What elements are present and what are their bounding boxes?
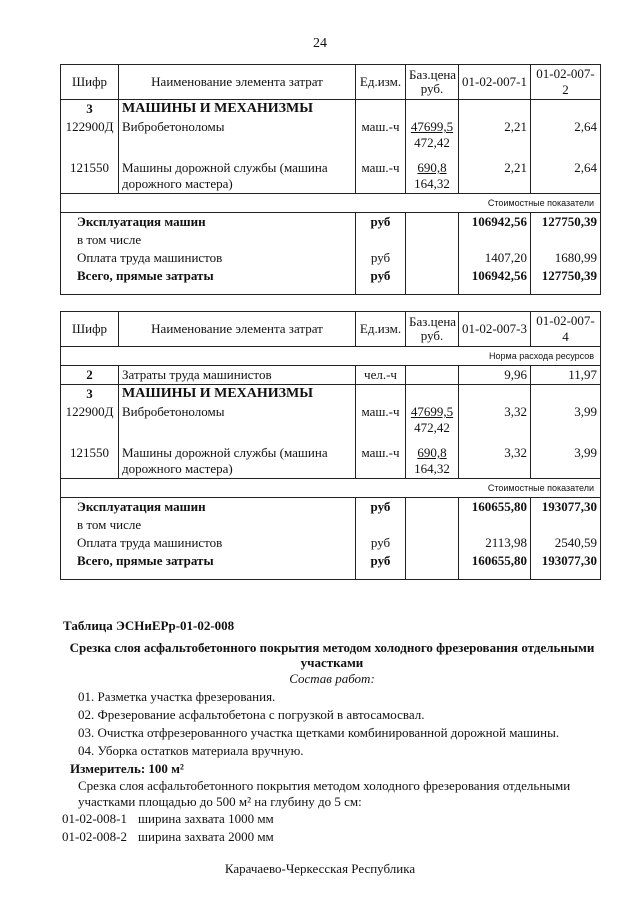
col-header-name: Наименование элемента затрат [119, 312, 356, 347]
table-row [61, 444, 601, 479]
wages-row [61, 249, 601, 267]
section-row [61, 385, 601, 404]
list-item: 01. Разметка участка фрезерования. [78, 689, 276, 704]
variant-list [62, 810, 274, 846]
total-row [61, 267, 601, 295]
table-row [61, 118, 601, 159]
col-header-unit: Ед.изм. [356, 312, 406, 347]
row-value-a: 2,21 [459, 118, 531, 159]
row-price [406, 118, 459, 159]
row-value-b: 2,64 [531, 118, 601, 159]
total-value-b: 193077,30 [531, 552, 601, 580]
price-top: 690,8 [417, 445, 447, 460]
total-value-a: 106942,56 [459, 267, 531, 295]
row-code: 121550 [61, 444, 119, 479]
row-code: 121550 [61, 159, 119, 194]
wages-label: Оплата труда машинистов [61, 249, 356, 267]
wages-label: Оплата труда машинистов [61, 534, 356, 552]
row-price [406, 444, 459, 479]
row-name: Машины дорожной службы (машина дорожного мастера) [119, 159, 356, 194]
labor-name: Затраты труда машинистов [119, 366, 356, 385]
variant-code: 01-02-008-1 [62, 811, 127, 826]
description [78, 778, 598, 810]
price-bottom: 164,32 [414, 176, 450, 191]
variant-text: ширина захвата 1000 мм [138, 811, 274, 826]
including-row [61, 231, 601, 249]
work-list [78, 688, 559, 760]
list-item: 02. Фрезерование асфальтобетона с погрузкой в автосамосвал. [78, 707, 425, 722]
operation-label: Эксплуатация машин [61, 213, 356, 232]
col-header-variant-4: 01-02-007-4 [531, 312, 601, 347]
col-header-name: Наименование элемента затрат [119, 65, 356, 100]
wages-value-b: 1680,99 [531, 249, 601, 267]
table-header-row [61, 312, 601, 347]
table-row [61, 159, 601, 194]
row-value-a: 2,21 [459, 159, 531, 194]
cost-label: Стоимостные показатели [61, 194, 601, 213]
wages-unit: руб [356, 249, 406, 267]
wages-unit: руб [356, 534, 406, 552]
work-title: Срезка слоя асфальтобетонного покрытия методом холодного фрезерования отдельными участками [69, 640, 595, 670]
total-label: Всего, прямые затраты [61, 552, 356, 580]
variant-code: 01-02-008-2 [62, 829, 127, 844]
wages-value-b: 2540,59 [531, 534, 601, 552]
col-header-variant-1: 01-02-007-1 [459, 65, 531, 100]
measure-label: Измеритель: 100 м² [70, 761, 184, 776]
price-top: 690,8 [417, 160, 447, 175]
row-value-b: 3,99 [531, 403, 601, 444]
row-value-a: 3,32 [459, 444, 531, 479]
total-value-a: 160655,80 [459, 552, 531, 580]
row-name: Вибробетоноломы [119, 118, 356, 159]
description-line: Срезка слоя асфальтобетонного покрытия методом холодного фрезерования отдельными [78, 778, 571, 793]
table-title: Таблица ЭСНиЕРр-01-02-008 [63, 618, 235, 633]
col-header-variant-3: 01-02-007-3 [459, 312, 531, 347]
section-title: МАШИНЫ И МЕХАНИЗМЫ [119, 100, 356, 119]
operation-value-a: 106942,56 [459, 213, 531, 232]
operation-value-a: 160655,80 [459, 498, 531, 517]
labor-row [61, 366, 601, 385]
total-row [61, 552, 601, 580]
row-unit: маш.-ч [356, 159, 406, 194]
col-header-variant-2: 01-02-007-2 [531, 65, 601, 100]
labor-number: 2 [61, 366, 119, 385]
price-bottom: 472,42 [414, 135, 450, 150]
composition-label: Состав работ: [289, 671, 375, 686]
operation-row [61, 213, 601, 232]
section-number: 3 [61, 100, 119, 119]
row-price [406, 159, 459, 194]
col-header-code: Шифр [61, 312, 119, 347]
price-bottom: 472,42 [414, 420, 450, 435]
total-label: Всего, прямые затраты [61, 267, 356, 295]
estimate-table-1 [60, 64, 601, 295]
operation-row [61, 498, 601, 517]
labor-unit: чел.-ч [356, 366, 406, 385]
list-item: 03. Очистка отфрезерованного участка щетками комбинированной дорожной машины. [78, 725, 560, 740]
col-header-price: Баз.цена руб. [406, 65, 459, 100]
row-name: Машины дорожной службы (машина дорожного мастера) [119, 444, 356, 479]
variant-text: ширина захвата 2000 мм [138, 829, 274, 844]
price-bottom: 164,32 [414, 461, 450, 476]
operation-unit: руб [356, 498, 406, 517]
list-item [62, 828, 274, 846]
table-header-row [61, 65, 601, 100]
col-header-code: Шифр [61, 65, 119, 100]
wages-row [61, 534, 601, 552]
wages-value-a: 1407,20 [459, 249, 531, 267]
list-item [62, 810, 274, 828]
row-value-b: 2,64 [531, 159, 601, 194]
row-unit: маш.-ч [356, 118, 406, 159]
operation-value-b: 193077,30 [531, 498, 601, 517]
total-unit: руб [356, 552, 406, 580]
total-unit: руб [356, 267, 406, 295]
estimate-table-2 [60, 311, 601, 580]
row-code: 122900Д [61, 403, 119, 444]
col-header-unit: Ед.изм. [356, 65, 406, 100]
table-row [61, 403, 601, 444]
col-header-price: Баз.цена руб. [406, 312, 459, 347]
section-title: МАШИНЫ И МЕХАНИЗМЫ [119, 385, 356, 404]
description-line: участками площадью до 500 м² на глубину до 5 см: [78, 794, 362, 809]
operation-unit: руб [356, 213, 406, 232]
cost-label-row [61, 194, 601, 213]
labor-value-b: 11,97 [531, 366, 601, 385]
total-value-b: 127750,39 [531, 267, 601, 295]
labor-value-a: 9,96 [459, 366, 531, 385]
including-label: в том числе [61, 231, 356, 249]
norm-label: Норма расхода ресурсов [61, 347, 601, 366]
wages-value-a: 2113,98 [459, 534, 531, 552]
norm-label-row [61, 347, 601, 366]
including-row [61, 516, 601, 534]
row-name: Вибробетоноломы [119, 403, 356, 444]
operation-value-b: 127750,39 [531, 213, 601, 232]
row-code: 122900Д [61, 118, 119, 159]
including-label: в том числе [61, 516, 356, 534]
row-value-b: 3,99 [531, 444, 601, 479]
page-number: 24 [313, 36, 327, 51]
cost-label: Стоимостные показатели [61, 479, 601, 498]
section-number: 3 [61, 385, 119, 404]
row-value-a: 3,32 [459, 403, 531, 444]
row-unit: маш.-ч [356, 403, 406, 444]
section-row [61, 100, 601, 119]
footer-region: Карачаево-Черкесская Республика [224, 861, 416, 876]
price-top: 47699,5 [410, 119, 454, 134]
list-item: 04. Уборка остатков материала вручную. [78, 743, 304, 758]
row-price [406, 403, 459, 444]
row-unit: маш.-ч [356, 444, 406, 479]
price-top: 47699,5 [410, 404, 454, 419]
operation-label: Эксплуатация машин [61, 498, 356, 517]
cost-label-row [61, 479, 601, 498]
